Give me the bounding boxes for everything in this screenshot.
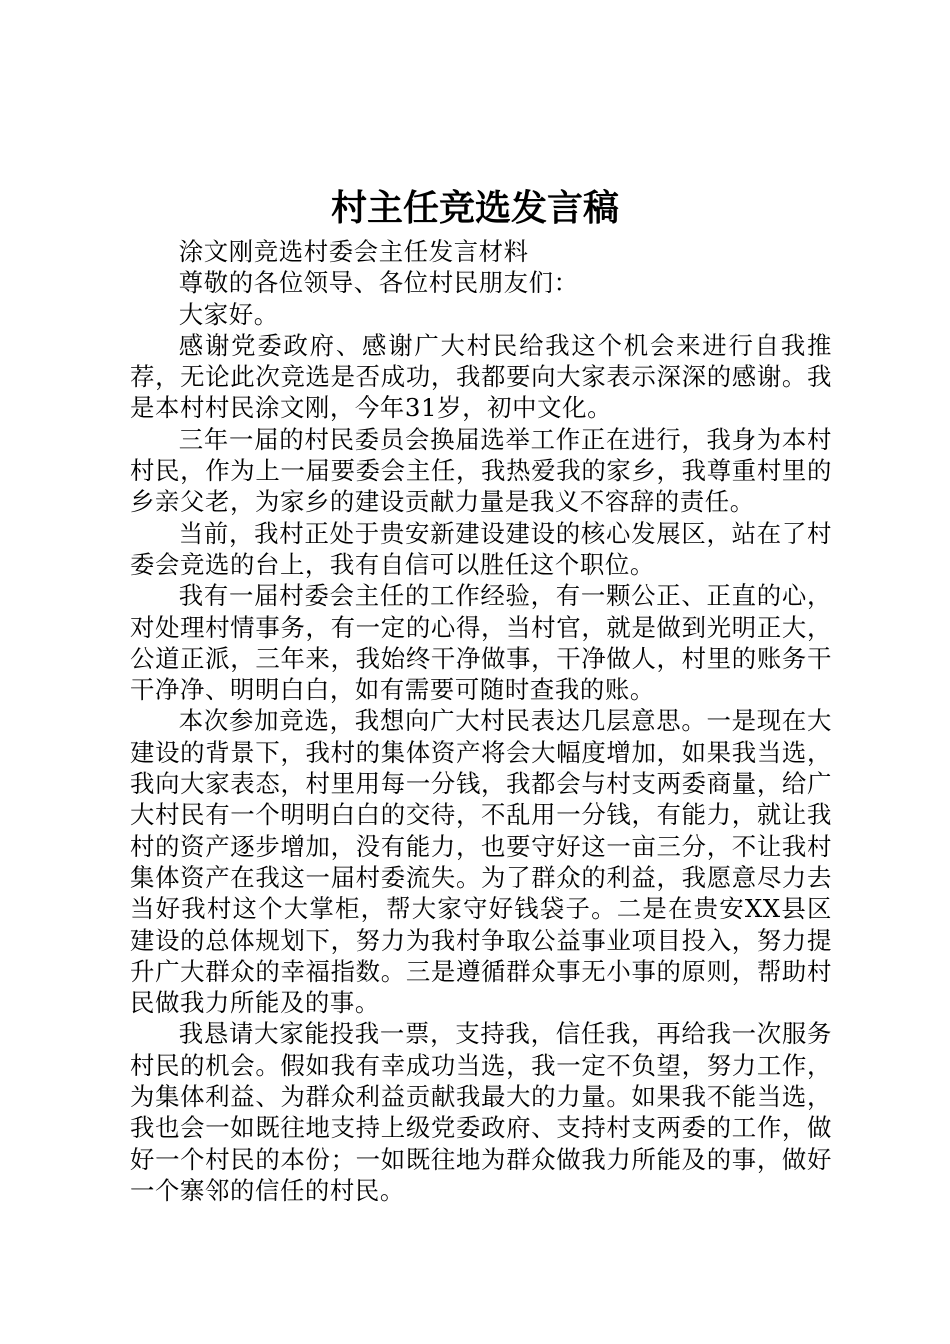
paragraph-experience: 我有一届村委会主任的工作经验，有一颗公正、正直的心，对处理村情事务，有一定的心得，当村官，就是做到光明正大，公道正派，三年来，我始终干净做事，干净做人，村里的账务干干净净、明明白白，如有需要可随时查我的账。	[130, 581, 832, 705]
paragraph-election-context: 三年一届的村民委员会换届选举工作正在进行，我身为本村村民，作为上一届要委会主任，我热爱我的家乡，我尊重村里的乡亲父老，为家乡的建设贡献力量是我义不容辞的责任。	[130, 424, 832, 517]
paragraph-commitments: 本次参加竞选，我想向广大村民表达几层意思。一是现在大建设的背景下，我村的集体资产将会大幅度增加，如果我当选，我向大家表态，村里用每一分钱，我都会与村支两委商量，给广大村民有一个明明白白的交待，不乱用一分钱，有能力，就让我村的资产逐步增加，没有能力，也要守好这一亩三分，不让我村集体资产在我这一届村委流失。为了群众的利益，我愿意尽力去当好我村这个大掌柜，帮大家守好钱袋子。二是在贵安XX县区建设的总体规划下，努力为我村争取公益事业项目投入，努力提升广大群众的幸福指数。三是遵循群众事无小事的原则，帮助村民做我力所能及的事。	[130, 706, 832, 1018]
paragraph-greeting: 大家好。	[178, 299, 279, 329]
paragraph-closing: 我恳请大家能投我一票，支持我，信任我，再给我一次服务村民的机会。假如我有幸成功当选，我一定不负望，努力工作，为集体利益、为群众利益贡献我最大的力量。如果我不能当选，我也会一如既往地支持上级党委政府、支持村支两委的工作，做好一个村民的本份；一如既往地为群众做我力所能及的事，做好一个寨邻的信任的村民。	[130, 1019, 832, 1205]
paragraph-salutation: 尊敬的各位领导、各位村民朋友们：	[178, 268, 579, 298]
paragraph-subtitle: 涂文刚竞选村委会主任发言材料	[178, 237, 529, 266]
document-title: 村主任竞选发言稿	[330, 187, 619, 229]
paragraph-thanks: 感谢党委政府、感谢广大村民给我这个机会来进行自我推荐，无论此次竞选是否成功，我都要向大家表示深深的感谢。我是本村村民涂文刚，今年31岁，初中文化。	[130, 330, 832, 423]
paragraph-current-situation: 当前，我村正处于贵安新建设建设的核心发展区，站在了村委会竞选的台上，我有自信可以胜任这个职位。	[130, 518, 832, 579]
document-body	[130, 236, 832, 1206]
